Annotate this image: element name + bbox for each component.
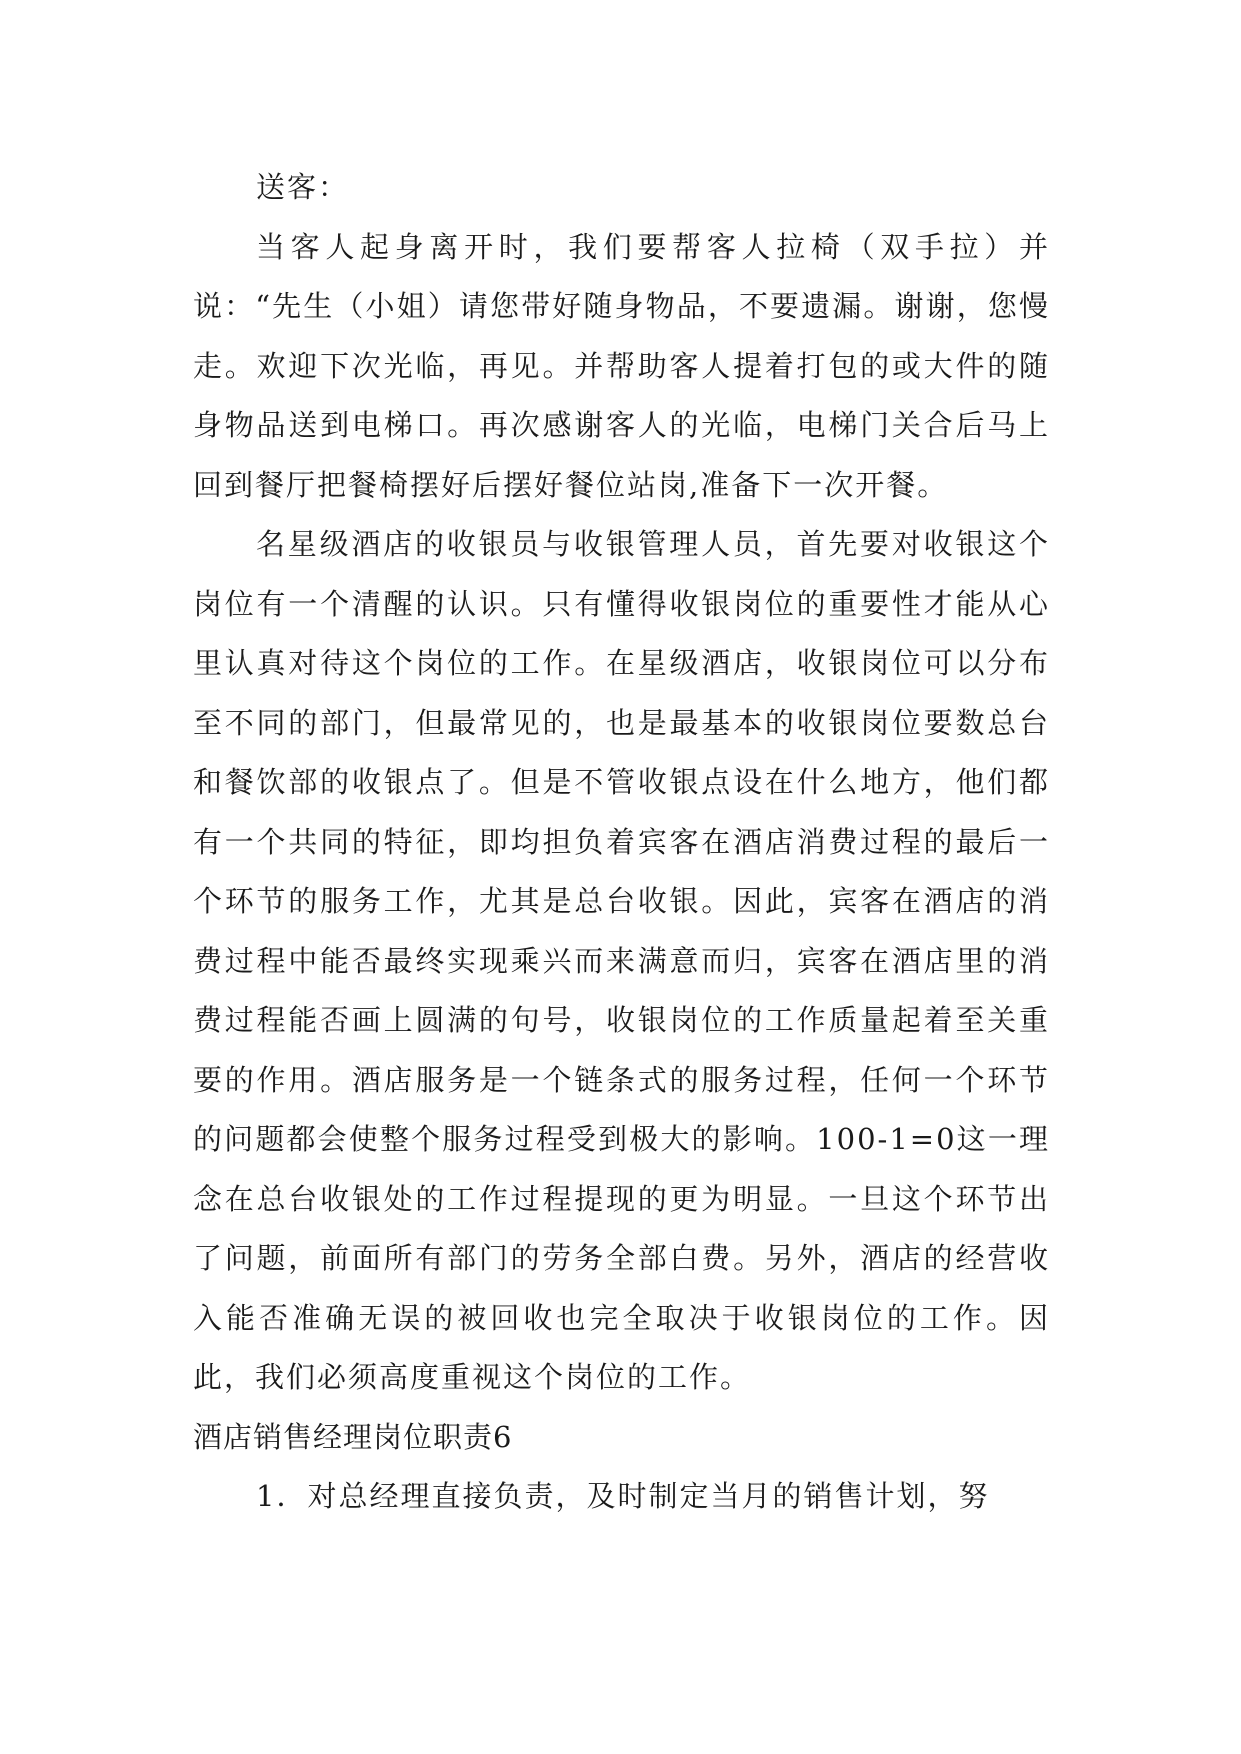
paragraph-cashier-importance: 名星级酒店的收银员与收银管理人员，首先要对收银这个岗位有一个清醒的认识。只有懂得收银岗位的重要性才能从心里认真对待这个岗位的工作。在星级酒店，收银岗位可以分布至不同的部门，但最常见的，也是最基本的收银岗位要数总台和餐饮部的收银点了。但是不管收银点设在什么地方，他们都有一个共同的特征，即均担负着宾客在酒店消费过程的最后一个环节的服务工作，尤其是总台收银。因此，宾客在酒店的消费过程中能否最终实现乘兴而来满意而归，宾客在酒店里的消费过程能否画上圆满的句号，收银岗位的工作质量起着至关重要的作用。酒店服务是一个链条式的服务过程，任何一个环节的问题都会使整个服务过程受到极大的影响。100-1=0这一理念在总台收银处的工作过程提现的更为明显。一旦这个环节出了问题，前面所有部门的劳务全部白费。另外，酒店的经营收入能否准确无误的被回收也完全取决于收银岗位的工作。因此，我们必须高度重视这个岗位的工作。 <box>193 527 1050 1394</box>
document-body <box>193 158 1050 1527</box>
section-heading: 酒店销售经理岗位职责6 <box>193 1419 513 1454</box>
paragraph-send-off-title: 送客： <box>256 170 350 204</box>
paragraph-duty-1: 1．对总经理直接负责，及时制定当月的销售计划，努 <box>256 1479 990 1513</box>
paragraph-send-off-procedure: 当客人起身离开时，我们要帮客人拉椅（双手拉）并说：“先生（小姐）请您带好随身物品，不要遗漏。谢谢，您慢走。欢迎下次光临，再见。并帮助客人提着打包的或大件的随身物品送到电梯口。再次感谢客人的光临，电梯门关合后马上回到餐厅把餐椅摆好后摆好餐位站岗,准备下一次开餐。 <box>193 229 1050 502</box>
